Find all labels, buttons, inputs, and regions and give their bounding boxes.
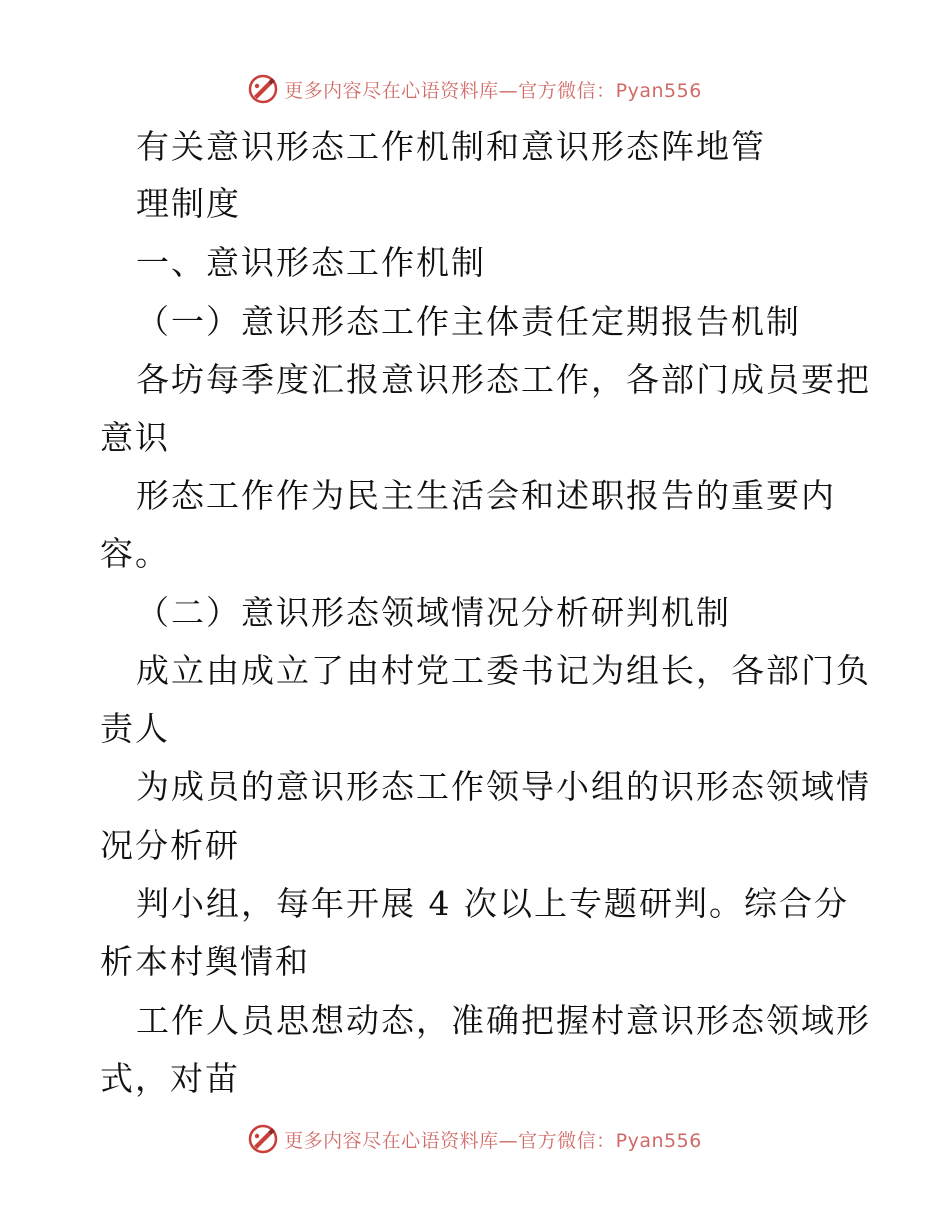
paragraph-line: 判小组，每年开展 4 次以上专题研判。综合分 xyxy=(136,884,849,923)
paragraph-line: 容。 xyxy=(100,534,170,573)
paragraph-line: 责人 xyxy=(100,709,170,748)
section-heading: 一、意识形态工作机制 xyxy=(136,243,486,282)
watermark-footer xyxy=(0,1122,950,1156)
paragraph-line: 况分析研 xyxy=(100,826,240,865)
title-line-2: 理制度 xyxy=(136,184,241,223)
watermark-text: 更多内容尽在心语资料库—官方微信：Pyan556 xyxy=(284,1129,702,1152)
paragraph-line: 为成员的意识形态工作领导小组的识形态领域情 xyxy=(136,767,871,806)
paragraph-line: 析本村舆情和 xyxy=(100,942,310,981)
title-line-1: 有关意识形态工作机制和意识形态阵地管 xyxy=(136,127,766,166)
paragraph-line: 各坊每季度汇报意识形态工作，各部门成员要把 xyxy=(136,360,871,399)
watermark-text: 更多内容尽在心语资料库—官方微信：Pyan556 xyxy=(284,79,702,102)
paragraph-line: 成立由成立了由村党工委书记为组长，各部门负 xyxy=(136,651,871,690)
paragraph-line: 形态工作作为民主生活会和述职报告的重要内 xyxy=(136,476,836,515)
pen-logo-icon xyxy=(248,1124,278,1154)
paragraph-line: 工作人员思想动态，准确把握村意识形态领域形 xyxy=(136,1001,871,1040)
paragraph-line: 意识 xyxy=(100,418,170,457)
subsection-heading-2: （二）意识形态领域情况分析研判机制 xyxy=(136,593,731,632)
paragraph-line: 式，对苗 xyxy=(100,1059,240,1098)
subsection-heading-1: （一）意识形态工作主体责任定期报告机制 xyxy=(136,302,801,341)
